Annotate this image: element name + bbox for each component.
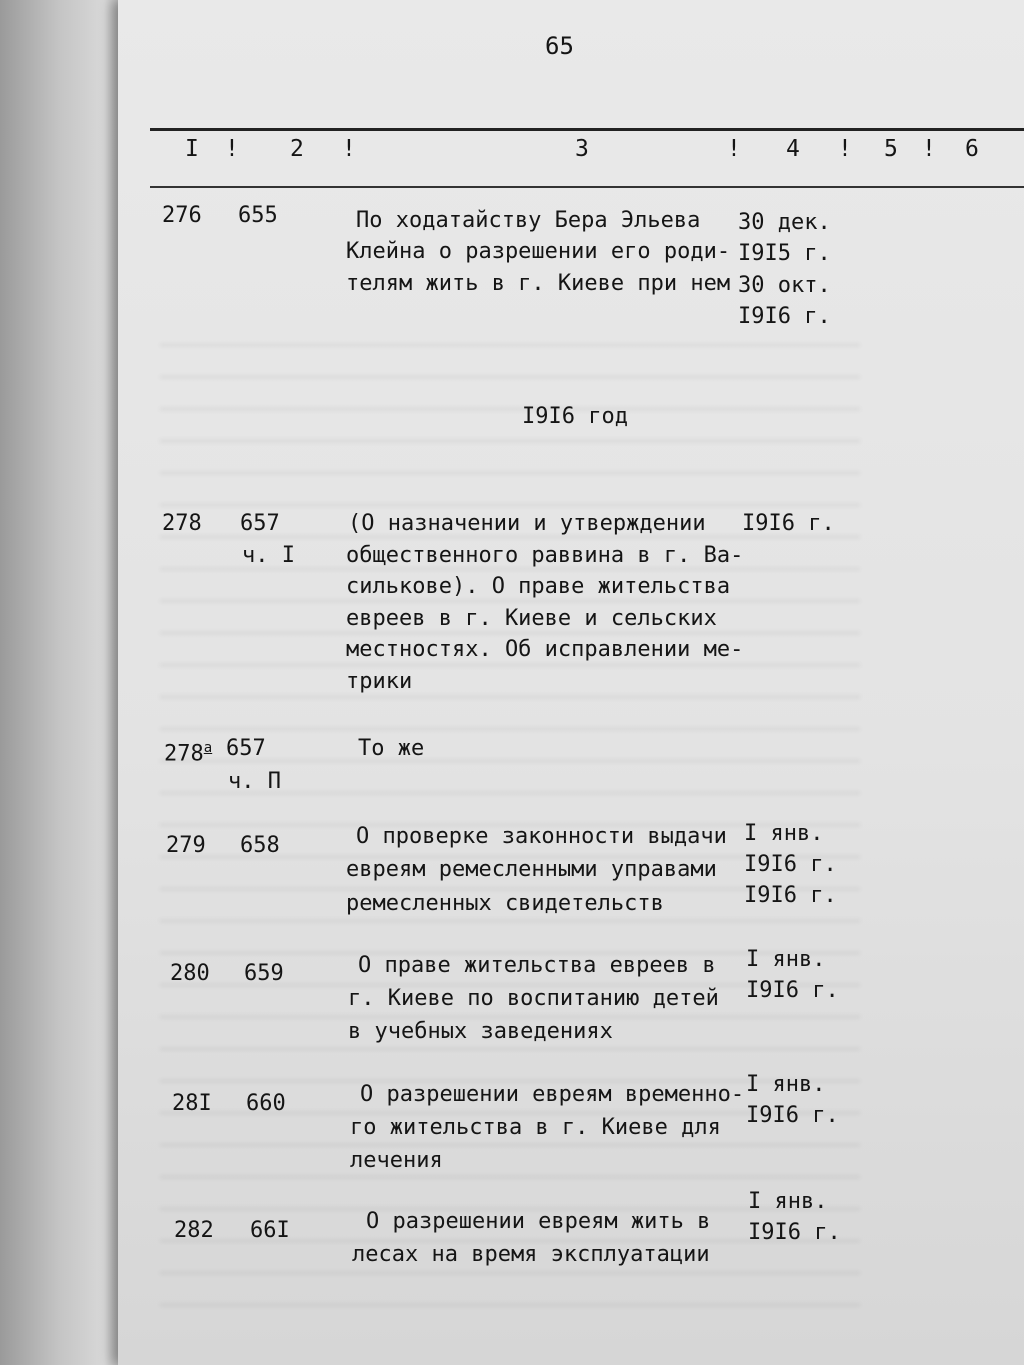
row-description-line: лесах на время эксплуатации — [352, 1242, 710, 1267]
row-number: 279 — [166, 833, 206, 858]
row-date: I9I6 г. — [744, 852, 837, 877]
row-description-line: лечения — [350, 1148, 443, 1173]
row-description-line: трики — [346, 669, 413, 694]
row-description-line: силькове). О праве жительства — [346, 574, 731, 599]
row-date: I9I6 г. — [748, 1220, 841, 1245]
file-number: 66I — [250, 1218, 290, 1243]
row-description-line: О разрешении евреям жить в — [366, 1209, 711, 1234]
header-col-3: 3 — [575, 136, 589, 162]
row-description-line: местностях. Об исправлении ме- — [346, 637, 744, 662]
header-sep: ! — [838, 136, 852, 162]
row-description-line: евреям ремесленными управами — [346, 857, 717, 882]
row-date: 30 дек. — [738, 210, 831, 235]
header-col-1: I — [185, 136, 199, 162]
header-col-6: 6 — [965, 136, 979, 162]
row-description-line: в учебных заведениях — [348, 1019, 613, 1044]
row-number: $278^а$ — [164, 740, 213, 767]
row-description-line: О проверке законности выдачи — [356, 824, 727, 849]
header-sep: ! — [225, 136, 239, 162]
row-date: I9I6 г. — [738, 304, 831, 329]
file-number: 657 — [240, 511, 280, 536]
row-description-line: О разрешении евреям временно- — [360, 1082, 745, 1107]
header-sep: ! — [342, 136, 356, 162]
row-number-suffix: а — [203, 740, 213, 756]
header-sep: ! — [922, 136, 936, 162]
file-part: ч. П — [228, 769, 281, 794]
row-date: I янв. — [748, 1189, 828, 1214]
header-sep: ! — [727, 136, 741, 162]
page-number: 65 — [545, 32, 574, 60]
file-number: 659 — [244, 961, 284, 986]
row-description-line: По ходатайству Бера Эльева — [356, 208, 701, 233]
row-date: 30 окт. — [738, 273, 831, 298]
header-col-4: 4 — [786, 136, 800, 162]
row-date: I9I6 г. — [742, 511, 835, 536]
row-description-line: (О назначении и утверждении — [348, 511, 706, 536]
file-number: 655 — [238, 203, 278, 228]
row-number: 278 — [162, 511, 202, 536]
file-part: ч. I — [242, 543, 295, 568]
row-description-line: телям жить в г. Киеве при нем — [346, 271, 731, 296]
table-header-top-rule — [150, 128, 1024, 131]
row-number: 282 — [174, 1218, 214, 1243]
row-number: 280 — [170, 961, 210, 986]
header-col-2: 2 — [290, 136, 304, 162]
row-description-line: общественного раввина в г. Ва- — [346, 543, 744, 568]
row-date: I янв. — [744, 821, 824, 846]
file-number: 660 — [246, 1091, 286, 1116]
row-date: I9I6 г. — [746, 1103, 839, 1128]
row-date: I янв. — [746, 1072, 826, 1097]
row-date: I9I6 г. — [746, 978, 839, 1003]
file-number: 658 — [240, 833, 280, 858]
row-description-line: ремесленных свидетельств — [346, 891, 664, 916]
row-number: 276 — [162, 203, 202, 228]
row-description-line: евреев в г. Киеве и сельских — [346, 606, 717, 631]
file-number: 657 — [226, 736, 266, 761]
row-date: I9I5 г. — [738, 241, 831, 266]
row-date: I9I6 г. — [744, 883, 837, 908]
row-description-line: То же — [358, 736, 425, 761]
row-description-line: го жительства в г. Киеве для — [350, 1115, 721, 1140]
row-description-line: Клейна о разрешении его роди- — [346, 239, 731, 264]
book-spine-left-page — [0, 0, 130, 1365]
year-heading: I9I6 год — [522, 404, 628, 429]
row-description-line: О праве жительства евреев в — [358, 953, 716, 978]
header-col-5: 5 — [884, 136, 898, 162]
row-date: I янв. — [746, 947, 826, 972]
row-number: 28I — [172, 1091, 212, 1116]
row-description-line: г. Киеве по воспитанию детей — [348, 986, 719, 1011]
table-header-bottom-rule — [150, 186, 1024, 188]
